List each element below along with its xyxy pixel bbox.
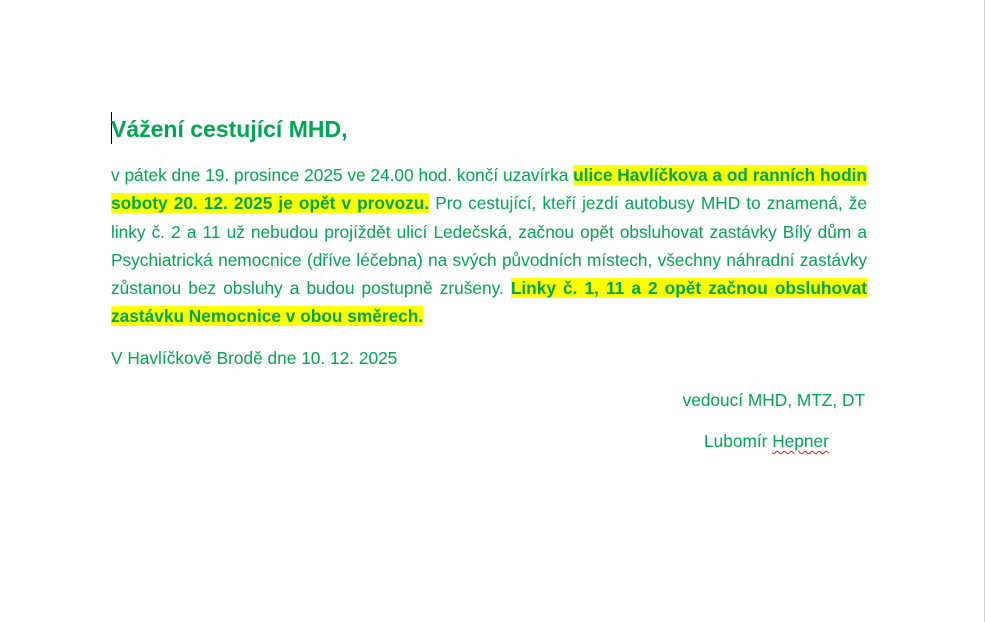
role-line: vedoucí MHD, MTZ, DT bbox=[682, 390, 865, 410]
body-paragraph bbox=[111, 161, 867, 331]
signature-name bbox=[704, 427, 829, 455]
highlighted-text-2: Linky č. 1, 11 a 2 opět začnou obsluhovat zastávku Nemocnice v obou směrech. bbox=[111, 278, 867, 327]
body-text-part-1: v pátek dne 19. prosince 2025 ve 24.00 hod. končí uzavírka bbox=[111, 165, 574, 185]
date-line: V Havlíčkově Brodě dne 10. 12. 2025 bbox=[111, 348, 398, 368]
signature-last-name: Hepner bbox=[772, 431, 829, 451]
signature-first-name: Lubomír bbox=[704, 431, 773, 451]
body-text-part-2: Pro cestující, kteří jezdí autobusy MHD to znamená, že linky č. 2 a 11 už nebudou projíždět ulicí Ledečská, začnou opět obsluhovat zastávky Bílý dům a Psychiatrická nemocnice (dříve léčebna) na svých původních místech, všechny náhradní zastávky zůstanou bez obsluhy a budou postupně zrušeny. bbox=[111, 193, 867, 299]
highlighted-text-1: ulice Havlíčkova a od ranních hodin soboty 20. 12. 2025 je opět v provozu. bbox=[111, 165, 867, 214]
greeting-heading: Vážení cestující MHD, bbox=[111, 116, 348, 142]
